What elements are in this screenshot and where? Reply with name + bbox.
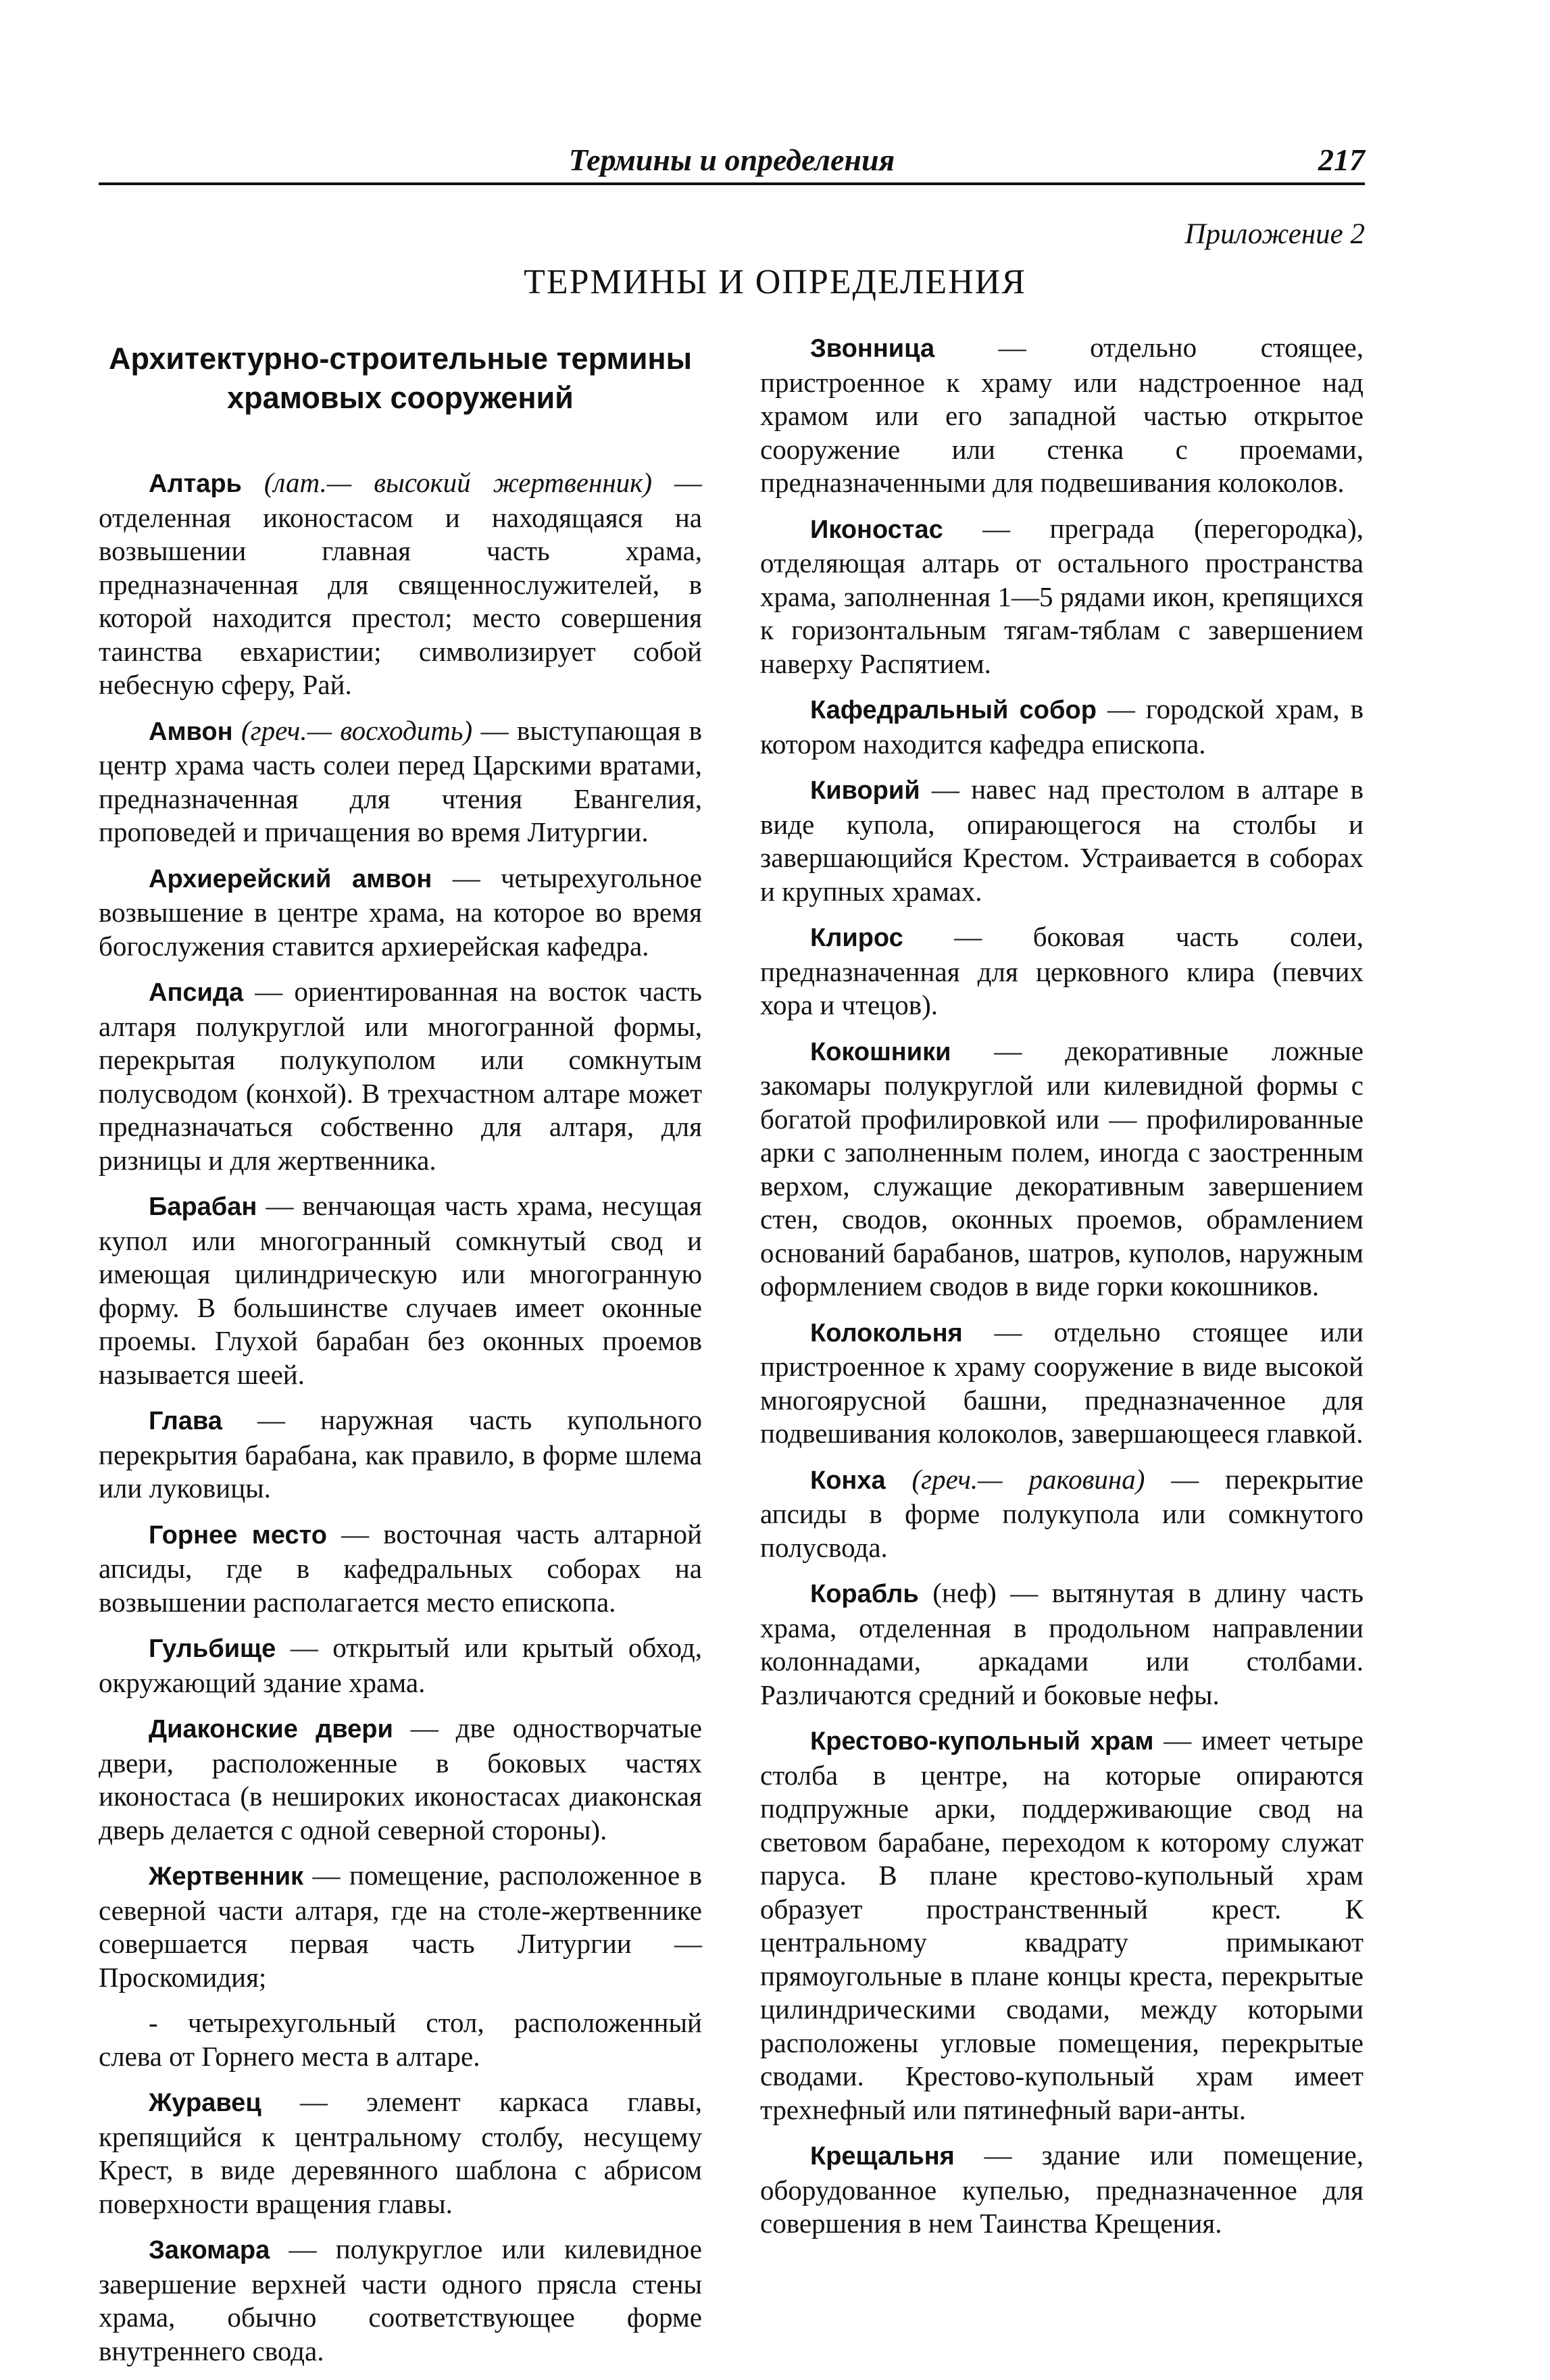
glossary-entry (760, 331, 1364, 500)
glossary-entry (99, 2085, 702, 2221)
entry-term: Закомара (149, 2236, 270, 2264)
entry-definition: — отдельно стоящее, пристроенное к храму или надстроенное над храмом или его западной частью открытое сооружение или стенка с проемами, предназначенными для подвешивания колоколов. (760, 332, 1364, 498)
entry-definition: — наружная часть купольного перекрытия барабана, как правило, в форме шлема или луковицы. (99, 1404, 702, 1504)
glossary-entry (760, 1724, 1364, 2127)
entry-term: Горнее место (149, 1520, 327, 1550)
entry-definition: — полукруглое или килевидное завершение верхней части одного прясла стены храма, обычно соответствующее форме внутреннего свода. (99, 2233, 702, 2366)
entry-definition: — городской храм, в котором находится кафедра епископа. (760, 693, 1364, 760)
glossary-entry (99, 714, 702, 849)
glossary-entry (99, 1404, 702, 1506)
entry-definition: (неф) — вытянутая в длину часть храма, отделенная в продольном направлении колоннадами, аркадами или столбами. Различаются средний и боковые нефы. (760, 1577, 1364, 1710)
entry-term: Глава (149, 1407, 222, 1435)
entry-etymology: (греч.— восходить) (241, 714, 473, 746)
entry-definition: — навес над престолом в алтаре в виде купола, опирающегося на столбы и завершающийся Крестом. Устраивается в соборах и крупных храмах. (760, 774, 1364, 907)
entry-term: Алтарь (149, 470, 242, 498)
glossary-entry (760, 1577, 1364, 1712)
glossary-entry (760, 512, 1364, 681)
appendix-label: Приложение 2 (1184, 218, 1365, 250)
entry-definition: — открытый или крытый обход, окружающий здание храма. (99, 1632, 702, 1698)
running-header (99, 139, 1365, 185)
entry-term: Гульбище (149, 1635, 276, 1663)
entry-definition: — боковая часть солеи, предназначенная для церковного клира (певчих хора и чтецов). (760, 921, 1364, 1020)
entry-term: Крещальня (810, 2142, 955, 2171)
entry-definition: — преграда (перегородка), отделяющая алтарь от остального пространства храма, заполненная 1—5 рядами икон, крепящихся к горизонтальным тягам-тяблам с завершением наверху Распятием. (760, 512, 1364, 679)
entry-etymology: (греч.— раковина) (911, 1463, 1145, 1495)
glossary-entry (760, 920, 1364, 1022)
glossary-entry (760, 693, 1364, 761)
running-title: Термины и определения (568, 143, 895, 177)
page-title: ТЕРМИНЫ И ОПРЕДЕЛЕНИЯ (524, 263, 1026, 301)
entry-term: Иконостас (810, 515, 943, 544)
glossary-entry (99, 1859, 702, 1994)
entry-definition: — здание или помещение, оборудованное купелью, предназначенное для совершения в нем Таинства Крещения. (760, 2139, 1364, 2239)
entry-definition: — имеет четыре столба в центре, на которые опираются подпружные арки, поддерживающие свод на световом барабане, переходом к которому служат паруса. В плане крестово-купольный храм образует пространственный крест. К центральному квадрату примыкают прямоугольные в плане концы креста, перекрытые цилиндрическими сводами, между которыми расположены угловые помещения, перекрытые сводами. Крестово-купольный храм имеет трехнефный или пятинефный вари-анты. (760, 1725, 1364, 2125)
entry-term: Кокошники (810, 1037, 951, 1066)
glossary-entry (99, 862, 702, 964)
entry-definition: — выступающая в центр храма часть солеи перед Царскими вратами, предназначенная для чтения Евангелия, проповедей и причащения во время Литургии. (99, 714, 702, 847)
glossary-entry-continuation (99, 2006, 702, 2073)
entry-definition: — четырехугольное возвышение в центре храма, на которое во время богослужения ставится архиерейская кафедра. (99, 862, 702, 962)
glossary-entry (99, 1518, 702, 1620)
entry-term: Киворий (810, 776, 920, 805)
entry-term: Конха (810, 1466, 886, 1495)
entry-definition: — венчающая часть храма, несущая купол или многогранный сомкнутый свод и имеющая цилиндрическую или многогранную форму. В большинстве случаев имеет оконные проемы. Глухой барабан без оконных проемов называется шеей. (99, 1190, 702, 1390)
entry-term: Архиерейский амвон (149, 864, 432, 893)
entry-definition: — отделенная иконостасом и находящаяся на возвышении главная часть храма, предназначенная для священнослужителей, в которой находится престол; место совершения таинства евхаристии; символизирует собой небесную сферу, Рай. (99, 467, 703, 700)
glossary-entry (760, 1035, 1364, 1304)
entry-definition: — элемент каркаса главы, крепящийся к центральному столбу, несущему Крест, в виде деревянного шаблона с абрисом поверхности вращения главы. (99, 2086, 702, 2219)
entry-term: Колокольня (810, 1318, 963, 1347)
glossary-entry (99, 2233, 702, 2368)
glossary-entry (99, 1631, 702, 1700)
right-column (760, 331, 1364, 2253)
entry-term: Звонница (810, 334, 935, 363)
entry-term: Кафедральный собор (810, 696, 1097, 724)
glossary-entry (99, 466, 702, 702)
section-title: Архитектурно-строительные термины храмовых сооружений (108, 341, 693, 415)
glossary-entry (760, 1316, 1364, 1451)
entry-term: Корабль (810, 1580, 919, 1608)
entry-definition: — перекрытие апсиды в форме полукупола или сомкнутого полусвода. (760, 1463, 1364, 1563)
entry-definition: — помещение, расположенное в северной части алтаря, где на столе-жертвеннике совершается первая часть Литургии — Проскомидия; (99, 1860, 702, 1993)
page-number: 217 (1318, 143, 1365, 177)
entry-definition: — отдельно стоящее или пристроенное к храму сооружение в виде высокой многоярусной башни, предназначенное для подвешивания колоколов, завершающееся главкой. (760, 1316, 1364, 1449)
entry-term: Барабан (149, 1193, 257, 1221)
glossary-entry (99, 1189, 702, 1391)
entry-definition: — две одностворчатые двери, расположенные в боковых частях иконостаса (в нешироких иконостасах диаконская дверь делается с одной северной стороны). (99, 1712, 702, 1845)
entry-definition: — восточная часть алтарной апсиды, где в кафедральных соборах на возвышении располагается место епископа. (99, 1518, 702, 1618)
glossary-entry (99, 975, 702, 1177)
entry-term: Жертвенник (149, 1862, 304, 1891)
entry-term: Апсида (149, 978, 244, 1007)
entry-definition: — декоративные ложные закомары полукруглой или килевидной формы с богатой профилировкой или — профилированные арки с заполненным полем, иногда с заостренным верхом, служащие декоративным завершением стен, сводов, оконных проемов, обрамлением оснований барабанов, шатров, куполов, наружным оформлением сводов в виде горки кокошников. (760, 1035, 1364, 1301)
entry-term: Амвон (149, 717, 233, 746)
glossary-entry (760, 2139, 1364, 2241)
left-column (99, 331, 702, 2380)
entry-definition: — ориентированная на восток часть алтаря полукруглой или многогранной формы, перекрытая полукуполом или сомкнутым полусводом (конхой). В трехчастном алтаре может предназначаться собственно для алтаря, для ризницы и для жертвенника. (99, 976, 702, 1176)
glossary-entry (760, 773, 1364, 908)
entry-term: Клирос (810, 924, 903, 952)
entry-term: Крестово-купольный храм (810, 1727, 1154, 1756)
entry-etymology: (лат.— высокий жертвенник) (264, 467, 653, 498)
entry-term: Диаконские двери (149, 1715, 393, 1743)
glossary-entry (99, 1712, 702, 1847)
entry-definition: - четырехугольный стол, расположенный слева от Горнего места в алтаре. (99, 2007, 702, 2072)
glossary-entry (760, 1463, 1364, 1565)
entry-term: Журавец (149, 2089, 261, 2117)
